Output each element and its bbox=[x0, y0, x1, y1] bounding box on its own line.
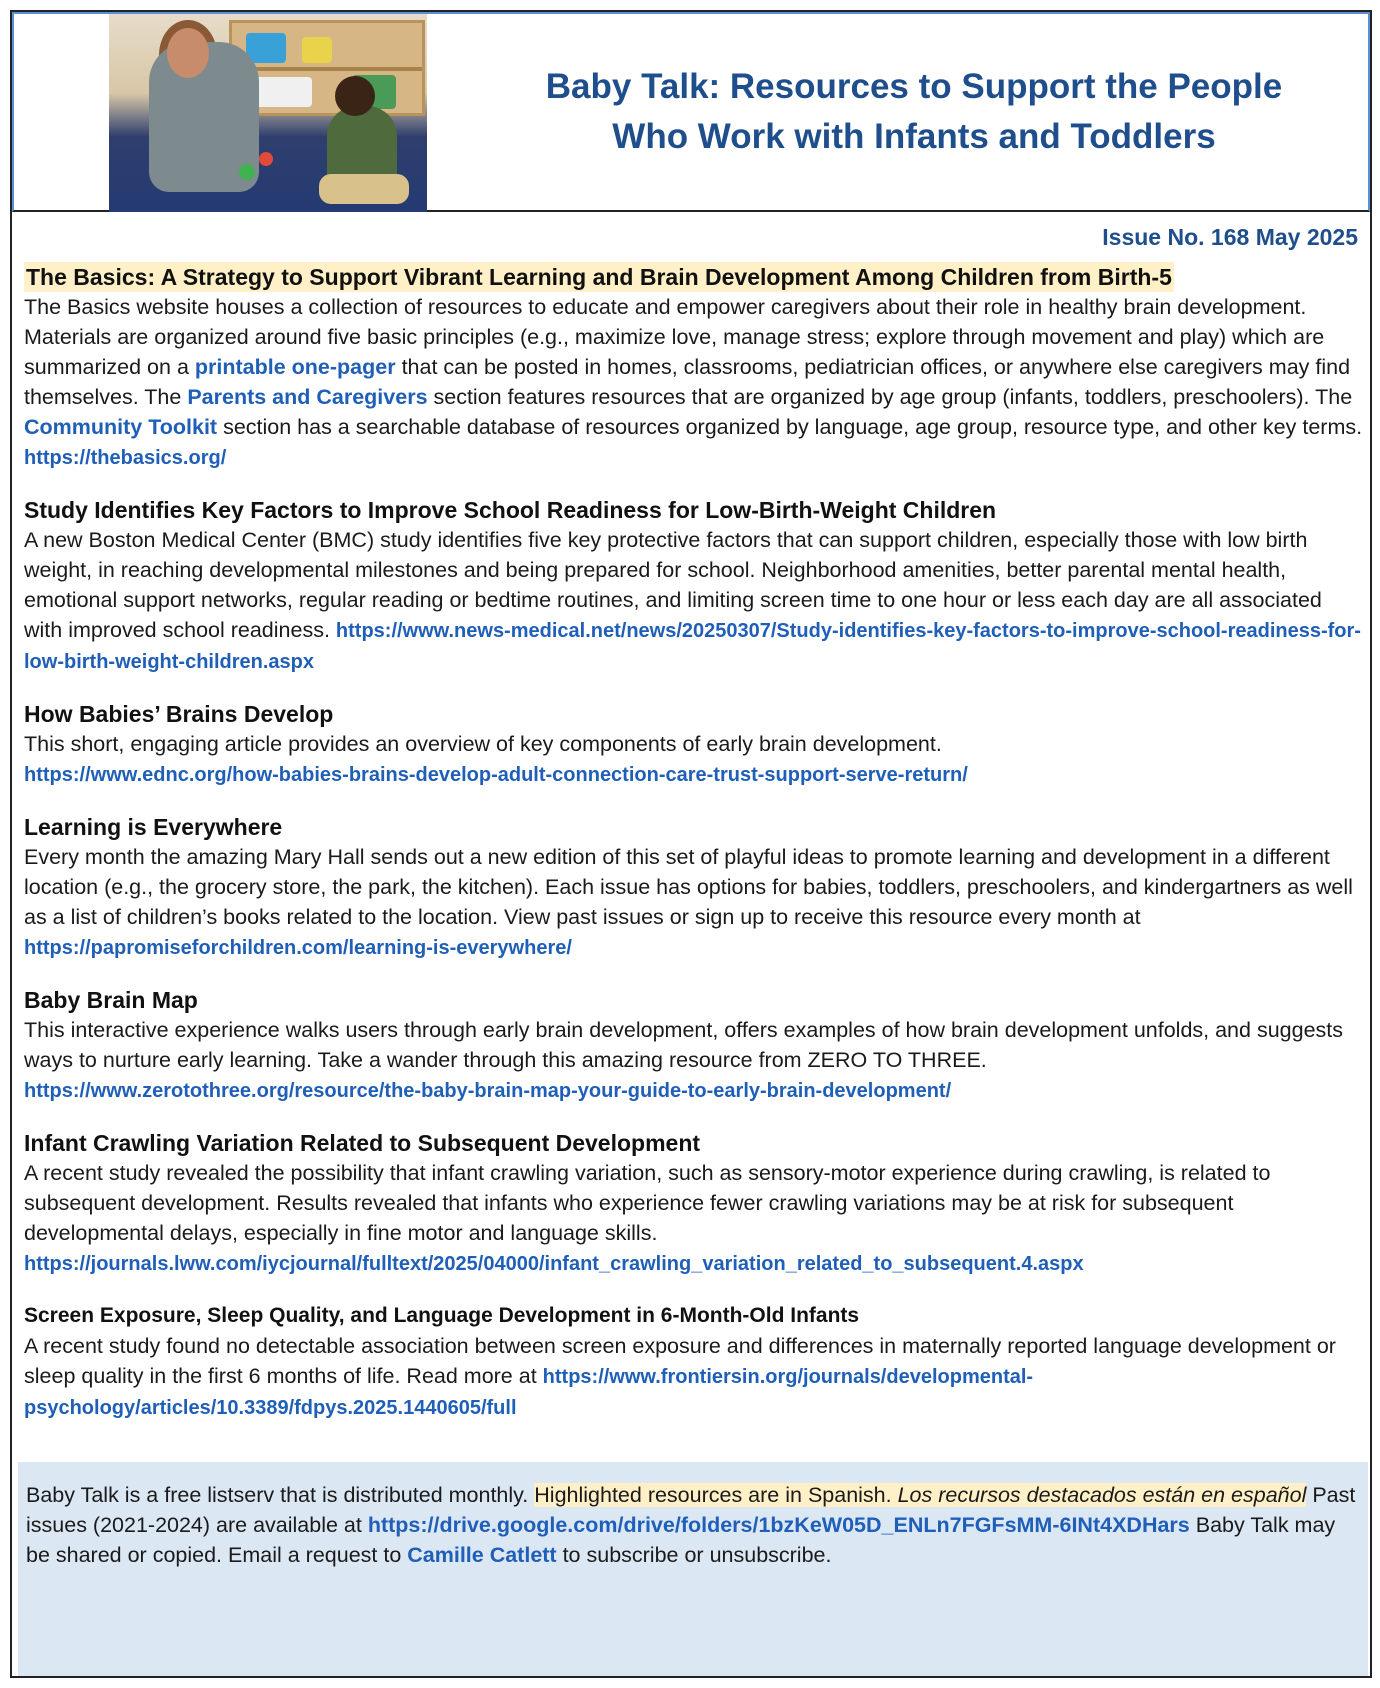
header-photo bbox=[109, 14, 427, 212]
article-title: Infant Crawling Variation Related to Subsequent Development bbox=[24, 1130, 701, 1156]
article-school-readiness bbox=[24, 495, 1364, 677]
article-body: Every month the amazing Mary Hall sends out a new edition of this set of playful ideas to promote learning and development in a different location (e.g., the grocery store, the park, the kitchen). Each issue has options for babies, toddlers, preschoolers, and kindergartners as well as a list of children’s books related to the location. View past issues or sign up to receive this resource every month at https://papromiseforchildren.com/learning-is-everywhere/ bbox=[24, 845, 1353, 959]
article-body: The Basics website houses a collection of resources to educate and empower caregivers about their role in healthy brain development. Materials are organized around five basic principles (e.g., maximize love, manage stress; explore through movement and play) which are summarized on a printable one-pager that can be posted in homes, classrooms, pediatrician offices, or anywhere else caregivers may find themselves. The Parents and Caregivers section features resources that are organized by age group (infants, toddlers, preschoolers). The Community Toolkit section has a searchable database of resources organized by language, age group, resource type, and other key terms. https://thebasics.org/ bbox=[24, 295, 1363, 469]
spanish-note: Los recursos destacados están en español bbox=[897, 1483, 1307, 1507]
article-baby-brain-map bbox=[24, 985, 1364, 1106]
article-title: Learning is Everywhere bbox=[24, 814, 283, 840]
article-url-link[interactable]: https://www.zerotothree.org/resource/the-baby-brain-map-your-guide-to-early-brain-development/ bbox=[24, 1080, 952, 1102]
article-title: Baby Brain Map bbox=[24, 987, 198, 1013]
article-infant-crawling bbox=[24, 1128, 1364, 1279]
newsletter-page bbox=[10, 10, 1372, 1678]
article-learning-everywhere bbox=[24, 812, 1364, 963]
article-title: The Basics: A Strategy to Support Vibrant Learning and Brain Development Among Children from Birth-5 bbox=[26, 264, 1172, 290]
article-body: A recent study revealed the possibility that infant crawling variation, such as sensory-motor experience during crawling, is related to subsequent development. Results revealed that infants who experience fewer crawling variations may be at risk for subsequent developmental delays, especially in fine motor and language skills. https://journals.lww.com/iycjournal/fulltext/2025/04000/infant_crawling_variation_related_to_subsequent.4.aspx bbox=[24, 1161, 1271, 1275]
article-url-link[interactable]: https://www.ednc.org/how-babies-brains-develop-adult-connection-care-trust-support-serve-return/ bbox=[24, 764, 968, 786]
article-title: Screen Exposure, Sleep Quality, and Language Development in 6-Month-Old Infants bbox=[24, 1304, 860, 1327]
article-body: A new Boston Medical Center (BMC) study identifies five key protective factors that can support children, especially those with low birth weight, in reaching developmental milestones and being prepared for school. Neighborhood amenities, better parental mental health, emotional support networks, regular reading or bedtime routines, and limiting screen time to one hour or less each day are all associated with improved school readiness. https://www.news-medical.net/news/20250307/Study-identifies-key-factors-to-improve-school-readiness-for-low-birth-weight-children.aspx bbox=[24, 528, 1361, 673]
article-body: A recent study found no detectable association between screen exposure and differences in maternally reported language development or sleep quality in the first 6 months of life. Read more at https://www.frontiersin.org/journals/developmental-psychology/articles/10.3389/fdpys.2025.1440605/full bbox=[24, 1334, 1336, 1419]
parents-caregivers-link[interactable]: Parents and Caregivers bbox=[187, 385, 428, 409]
past-issues-drive-link[interactable]: https://drive.google.com/drive/folders/1bzKeW05D_ENLn7FGFsMM-6INt4XDHars bbox=[367, 1513, 1190, 1537]
article-url-link[interactable]: https://journals.lww.com/iycjournal/fulltext/2025/04000/infant_crawling_variation_related_to_subsequent.4.aspx bbox=[24, 1253, 1084, 1275]
article-url-link[interactable]: https://papromiseforchildren.com/learning-is-everywhere/ bbox=[24, 937, 572, 959]
article-url-link[interactable]: https://thebasics.org/ bbox=[24, 447, 227, 469]
title-line-1: Baby Talk: Resources to Support the People bbox=[545, 67, 1283, 106]
spanish-highlight-note: Highlighted resources are in Spanish. bbox=[534, 1483, 898, 1507]
title-line-2: Who Work with Infants and Toddlers bbox=[612, 117, 1216, 156]
printable-one-pager-link[interactable]: printable one-pager bbox=[194, 355, 396, 379]
article-the-basics bbox=[24, 262, 1364, 473]
article-title: How Babies’ Brains Develop bbox=[24, 701, 334, 727]
issue-number: Issue No. 168 May 2025 bbox=[1102, 224, 1358, 250]
newsletter-title bbox=[484, 62, 1344, 162]
article-title: Study Identifies Key Factors to Improve School Readiness for Low-Birth-Weight Children bbox=[24, 497, 997, 523]
newsletter-header bbox=[12, 12, 1370, 212]
article-screen-exposure bbox=[24, 1301, 1364, 1423]
article-body: This interactive experience walks users through early brain development, offers examples of how brain development unfolds, and suggests ways to nurture early learning. Take a wander through this amazing resource from ZERO TO THREE. https://www.zerotothree.org/resource/the-baby-brain-map-your-guide-to-early-brain-development/ bbox=[24, 1018, 1343, 1102]
article-babies-brains bbox=[24, 699, 1364, 790]
contact-camille-link[interactable]: Camille Catlett bbox=[407, 1543, 557, 1567]
newsletter-footer bbox=[18, 1462, 1368, 1676]
article-body: This short, engaging article provides an overview of key components of early brain development. https://www.ednc.org/how-babies-brains-develop-adult-connection-care-trust-support-serve-return/ bbox=[24, 732, 968, 786]
articles-list bbox=[24, 262, 1364, 1445]
community-toolkit-link[interactable]: Community Toolkit bbox=[24, 415, 218, 439]
article-url-link[interactable]: https://www.news-medical.net/news/20250307/Study-identifies-key-factors-to-improve-school-readiness-for-low-birth-weight-children.aspx bbox=[24, 620, 1361, 673]
article-url-link[interactable]: https://www.frontiersin.org/journals/developmental-psychology/articles/10.3389/fdpys.2025.1440605/full bbox=[24, 1366, 1034, 1419]
footer-text: Baby Talk is a free listserv that is distributed monthly. Highlighted resources are in Spanish. Los recursos destacados están en español Past issues (2021-2024) are available at https://drive.google.com/drive/folders/1bzKeW05D_ENLn7FGFsMM-6INt4XDHars Baby Talk may be shared or copied. Email a request to Camille Catlett to subscribe or unsubscribe. bbox=[26, 1483, 1356, 1567]
